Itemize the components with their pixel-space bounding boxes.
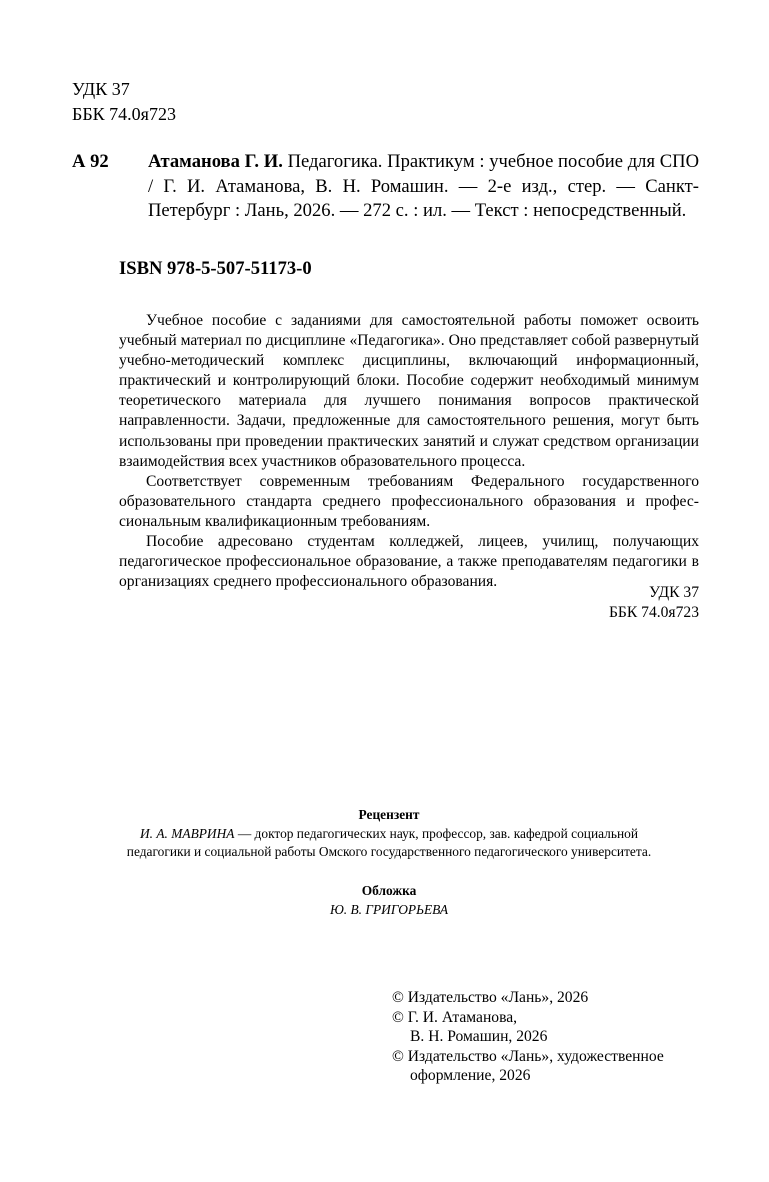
bibliographic-description bbox=[148, 150, 699, 224]
bbk-code-bottom: ББК 74.0я723 bbox=[608, 604, 699, 621]
udk-code-bottom: УДК 37 bbox=[649, 584, 699, 601]
classification-bottom bbox=[480, 583, 699, 623]
cover-block bbox=[60, 882, 718, 919]
author-mark: А 92 bbox=[72, 151, 109, 172]
udk-code: УДК 37 bbox=[72, 79, 130, 99]
classification-top bbox=[72, 77, 176, 127]
reviewer-name: И. А. МАВРИНА bbox=[140, 825, 235, 841]
abstract-paragraph: Пособие адресовано студентам колледжей, лицеев, училищ, получающих педагогическое профессиональное образование, а также преподавателям педагогики в организациях среднего профессионального образования. bbox=[119, 533, 699, 591]
abstract bbox=[119, 311, 699, 592]
reviewer-description-1: — доктор педагогических наук, профессор, зав. кафедрой социальной bbox=[234, 825, 638, 841]
book-description: Педагогика. Практикум : учебное пособие для СПО / Г. И. Атаманова, В. Н. Ромашин. — 2-е изд., стер. — Санкт-Петербург : Лань, 2026. — 272 с. : ил. — Текст : непосредственный. bbox=[148, 151, 700, 221]
cover-designer: Ю. В. ГРИГОРЬЕВА bbox=[329, 901, 449, 917]
copyright-block bbox=[392, 988, 712, 1086]
isbn: ISBN 978-5-507-51173-0 bbox=[119, 258, 312, 279]
copyright-line: В. Н. Ромашин, 2026 bbox=[410, 1028, 548, 1045]
cover-heading: Обложка bbox=[361, 883, 417, 898]
abstract-paragraph: Учебное пособие с заданиями для самостоятельной работы поможет освоить учебный материал по дисциплине «Педагогика». Оно представляет собой развернутый учебно-методический комплекс дисциплины, включающий информационный, практический и контролирующий блоки. Пособие содержит необходимый минимум теоретического материала для лучшего понимания вопросов практической направленности. Задачи, предложенные для самостоятельного решения, могут быть использованы при проведении практических занятий и служат средством организации взаимодействия всех участников образовательного процесса. bbox=[119, 312, 699, 470]
author-name: Атаманова Г. И. bbox=[148, 151, 283, 172]
reviewer-heading: Рецензент bbox=[358, 807, 420, 822]
copyright-line: © Издательство «Лань», художественное оформление, 2026 bbox=[392, 1047, 664, 1084]
bibliographic-entry bbox=[72, 150, 699, 224]
copyright-line: © Г. И. Атаманова, bbox=[392, 1008, 518, 1026]
reviewer-line bbox=[60, 825, 718, 844]
reviewer-block bbox=[60, 806, 718, 862]
reviewer-description-2: педагогики и социальной работы Омского государственного педагогического университета. bbox=[126, 844, 652, 859]
bbk-code: ББК 74.0я723 bbox=[72, 104, 176, 124]
abstract-paragraph: Соответствует современным требованиям Федерального государственного образовательного стандарта среднего профессионального образования и профессиональным квалификационным требованиям. bbox=[119, 472, 699, 530]
copyright-line: © Издательство «Лань», 2026 bbox=[392, 989, 589, 1006]
